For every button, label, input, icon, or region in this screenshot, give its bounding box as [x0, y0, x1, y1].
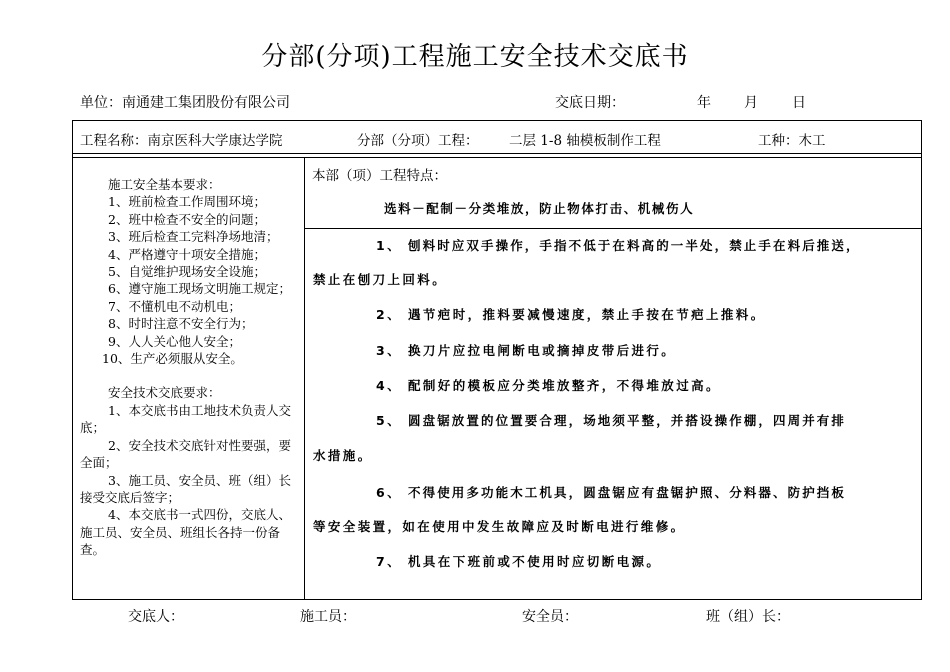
basic-item: 4、严格遵守十项安全措施； [108, 246, 266, 262]
basic-item: 3、班后检查工完料净场地清； [108, 229, 279, 245]
item-number: 7、 [376, 554, 402, 569]
basic-item: 7、不懂机电不动机电； [108, 298, 241, 314]
item-number: 2、 [376, 307, 402, 322]
basic-item: 6、遵守施工现场文明施工规定； [108, 281, 291, 297]
features-label: 本部（项）工程特点： [312, 168, 447, 184]
item-number: 6、 [376, 485, 402, 500]
sub-project-label: 分部（分项）工程： [357, 133, 479, 149]
features-text: 选料－配制－分类堆放，防止物体打击、机械伤人 [384, 201, 695, 216]
item-text: 圆盘锯放置的位置要合理，场地须平整，并搭设操作棚，四周并有排 [408, 413, 847, 428]
basic-item: 8、时时注意不安全行为； [108, 316, 254, 332]
basic-item: 1、班前检查工作周围环境； [108, 194, 266, 210]
date-day: 日 [792, 95, 806, 111]
item-text: 配制好的模板应分类堆放整齐，不得堆放过高。 [408, 378, 721, 393]
tech-item: 2、安全技术交底针对性要强，要全面； [80, 437, 291, 471]
signature-presenter: 交底人： [128, 609, 184, 625]
item-text: 遇节疤时，推料要减慢速度，禁止手按在节疤上推料。 [408, 307, 766, 322]
item-text-cont: 禁止在刨刀上回料。 [313, 272, 448, 287]
project-name: 工程名称：南京医科大学康达学院 [80, 133, 283, 149]
left-requirements [80, 176, 302, 559]
spacer [80, 367, 302, 384]
signature-constructor: 施工员： [300, 609, 356, 625]
item-number: 1、 [376, 238, 402, 253]
item-number: 4、 [376, 378, 402, 393]
item-text: 不得使用多功能木工机具，圆盘锯应有盘锯护照、分料器、防护挡板 [408, 485, 847, 500]
column-divider [304, 157, 305, 600]
item-text-cont: 等安全装置，如在使用中发生故障应及时断电进行维修。 [313, 519, 686, 534]
item-number: 5、 [376, 413, 402, 428]
tech-item: 1、本交底书由工地技术负责人交底； [80, 402, 291, 436]
unit-label: 单位：南通建工集团股份有限公司 [80, 95, 290, 111]
date-year: 年 [697, 95, 711, 111]
row-divider-double [72, 157, 922, 158]
signature-safety-officer: 安全员： [522, 609, 578, 625]
item-text: 刨料时应双手操作，手指不低于在料高的一半处，禁止手在料后推送， [408, 238, 861, 253]
signature-team-leader: 班（组）长： [706, 609, 790, 625]
document-title: 分部(分项)工程施工安全技术交底书 [261, 42, 689, 72]
row-divider [72, 153, 922, 154]
date-month: 月 [744, 95, 758, 111]
basic-item: 9、人人关心他人安全； [108, 333, 241, 349]
basic-item: 10、生产必须服从安全。 [102, 351, 243, 367]
tech-item: 4、本交底书一式四份，交底人、施工员、安全员、班组长各持一份备查。 [80, 507, 291, 558]
trade-label: 工种：木工 [758, 133, 826, 149]
item-text: 机具在下班前或不使用时应切断电源。 [408, 554, 662, 569]
date-label: 交底日期： [555, 95, 625, 111]
basic-item: 5、自觉维护现场安全设施； [108, 264, 266, 280]
sub-project-value: 二层 1-8 轴模板制作工程 [509, 133, 661, 149]
item-text: 换刀片应拉电闸断电或摘掉皮带后进行。 [408, 343, 677, 358]
basic-requirements-title: 施工安全基本要求： [108, 177, 221, 192]
item-number: 3、 [376, 343, 402, 358]
basic-item: 2、班中检查不安全的问题； [108, 211, 266, 227]
item-text-cont: 水措施。 [313, 448, 373, 463]
tech-item: 3、施工员、安全员、班（组）长接受交底后签字； [80, 472, 291, 505]
features-divider [304, 228, 922, 229]
tech-requirements-title: 安全技术交底要求： [108, 385, 221, 401]
